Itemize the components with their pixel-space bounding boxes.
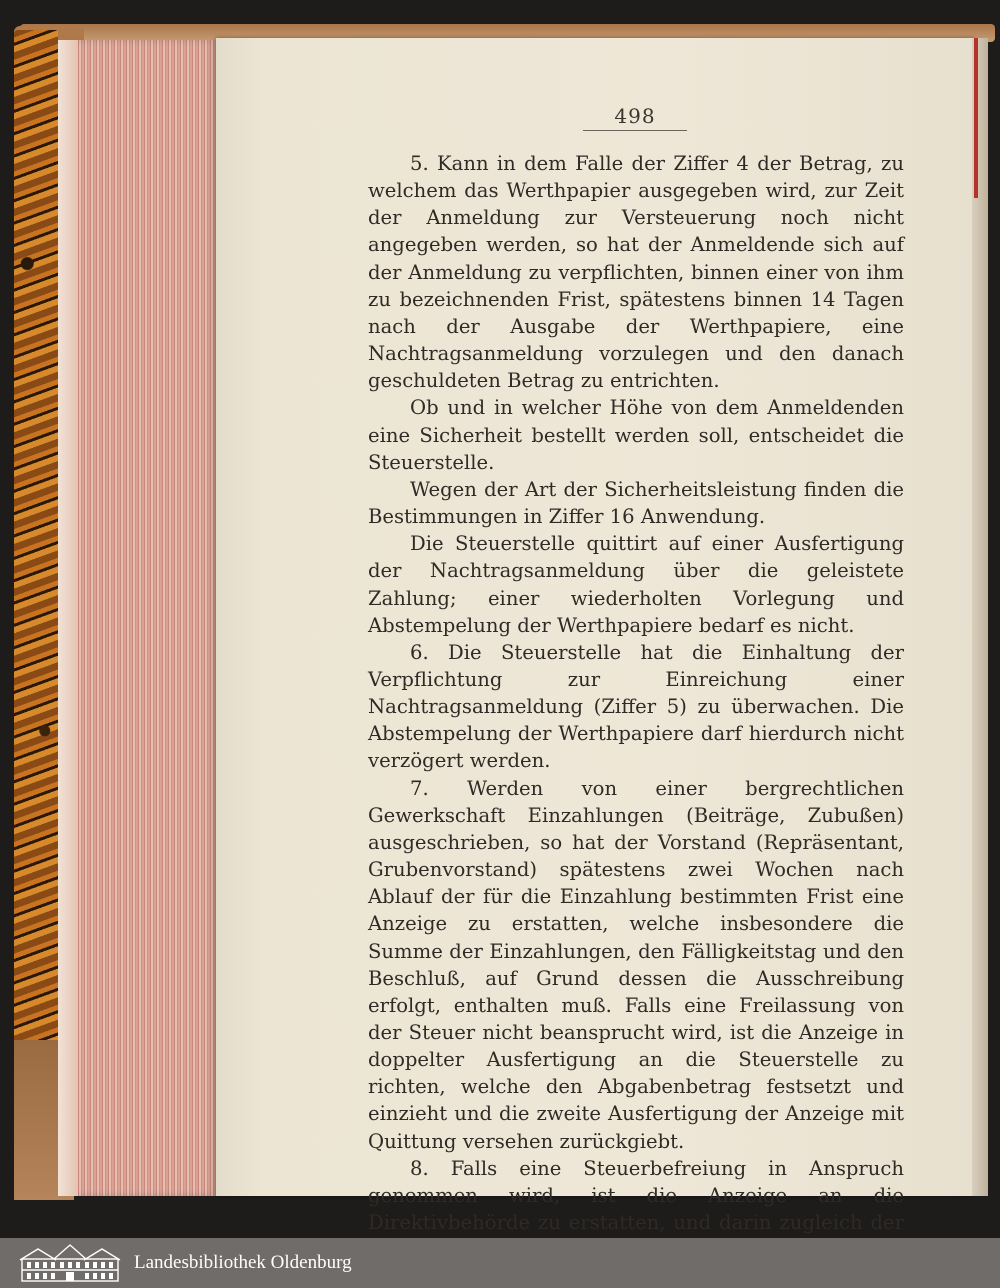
page-number-rule [583,130,687,131]
page-text [368,150,904,1263]
page-number: 498 [614,104,656,128]
paragraph-8: 8. Falls eine Steuerbefreiung in Anspruch genommen wird, ist die Anzeige an die Direktivbehörde zu erstatten, und darin zugleich der [368,1156,904,1235]
page-edges-highlight [58,40,78,1196]
library-building-icon [18,1243,122,1283]
marbled-cover [14,30,58,1198]
paragraph-receipt: Die Steuerstelle quittirt auf einer Ausfertigung der Nachtragsanmeldung über die geleistete Zahlung; einer wiederholten Vorlegung und Abstempelung der Werthpapiere bedarf es nicht. [368,532,904,637]
paragraph-security: Ob und in welcher Höhe von dem Anmeldenden eine Sicherheit bestellt werden soll, entscheidet die Steuerstelle. [368,396,904,474]
paragraph-5: 5. Kann in dem Falle der Ziffer 4 der Betrag, zu welchem das Werthpapier ausgegeben wird, zur Zeit der Anmeldung zur Versteuerung noch nicht angegeben werden, so hat der Anmeldende sich auf der Anmeldung zu verpflichten, binnen einer von ihm zu bezeichnenden Frist, spätestens binnen 14 Tagen nach der Ausgabe der Werthpapiere, eine Nachtragsanmeldung vorzulegen und den danach geschuldeten Betrag zu entrichten. [368,152,904,393]
page-edges [58,40,218,1196]
footer-banner [0,1238,1000,1288]
page-right-edge [972,38,988,1196]
paragraph-6: 6. Die Steuerstelle hat die Einhaltung der Verpflichtung zur Einreichung einer Nachtragsanmeldung (Ziffer 5) zu überwachen. Die Abstempelung der Werthpapiere darf hierdurch nicht verzögert werden. [368,640,904,773]
bookmark-ribbon [974,38,978,198]
paragraph-security-type: Wegen der Art der Sicherheitsleistung finden die Bestimmungen in Ziffer 16 Anwendung. [368,477,904,529]
library-name: Landesbibliothek Oldenburg [134,1252,352,1273]
paragraph-7: 7. Werden von einer bergrechtlichen Gewerkschaft Einzahlungen (Beiträge, Zubußen) ausgeschrieben, so hat der Vorstand (Repräsentant, Grubenvorstand) spätestens zwei Wochen nach Ablauf der für die Einzahlung bestimmten Frist eine Anzeige zu erstatten, welche insbesondere die Summe der Einzahlungen, den Fälligkeitstag und den Beschluß, auf Grund dessen die Ausschreibung erfolgt, enthalten muß. Falls eine Freilassung von der Steuer nicht beansprucht wird, ist die Anzeige in doppelter Ausfertigung an die Steuerstelle zu richten, welche den Abgabenbetrag festsetzt und einzieht und die zweite Ausfertigung der Anzeige mit Quittung versehen zurückgiebt. [368,776,904,1153]
